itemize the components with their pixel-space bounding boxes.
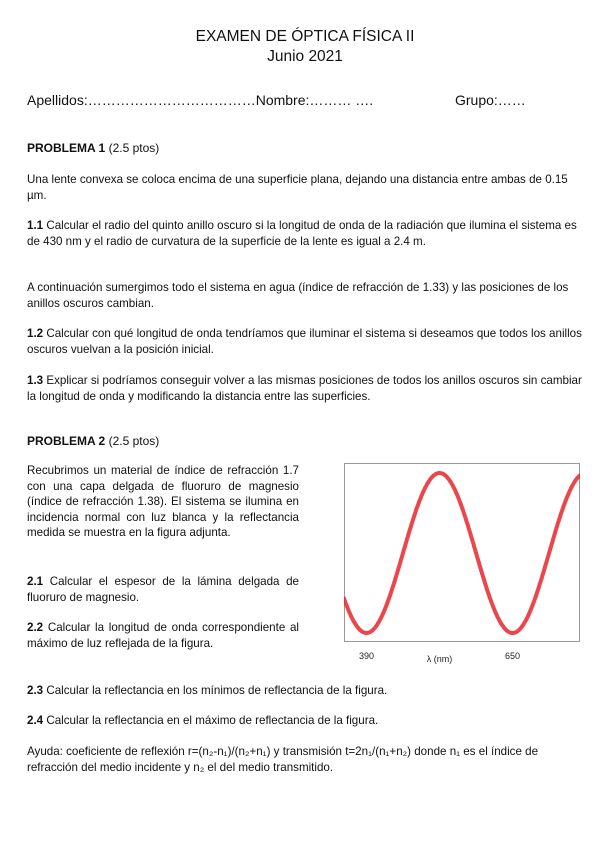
problem2-question-1 [27,574,299,605]
question-text: Explicar si podríamos conseguir volver a las mismas posiciones de todos los anillos oscuros sin cambiar la longitud de onda y modificando la distancia entre las superficies. [27,374,582,403]
question-text: Calcular el radio del quinto anillo oscuro si la longitud de onda de la radiación que ilumina el sistema es de 430 nm y el radio de curvatura de la superficie de la lente es igual a 2.4 m. [27,219,577,248]
problem1-question-2 [27,326,583,357]
problem1-heading [27,141,583,157]
x-axis-label: λ (nm) [426,654,453,664]
problem1-question-1 [27,218,583,249]
x-tick-label: 390 [358,651,374,661]
question-number: 2.4 [27,714,44,727]
student-info-row [27,92,587,108]
exam-title: EXAMEN DE ÓPTICA FÍSICA II [195,28,415,45]
problem1-middle: A continuación sumergimos todo el sistema en agua (índice de refracción de 1.33) y las posiciones de los anillos oscuros cambian. [27,281,569,310]
problem2-question-3 [27,683,583,699]
problem2-question-2 [27,620,299,651]
problem2-heading [27,434,583,450]
exam-date: Junio 2021 [267,48,343,65]
question-number: 1.2 [27,327,44,340]
question-text: Calcular la reflectancia en los mínimos de reflectancia de la figura. [46,684,388,697]
help-note: Ayuda: coeficiente de reflexión r=(n₂-n₁)/(n₂+n₁) y transmisión t=2n₁/(n₁+n₂) donde n₁ es el índice de refracción del medio incidente y n₂ el del medio transmitido. [27,745,539,774]
problem2-points: (2.5 ptos) [108,434,160,448]
apellidos-nombre-field: Apellidos:………………………………Nombre:……… …. [27,92,374,108]
problem2-intro: Recubrimos un material de índice de refracción 1.7 con una capa delgada de fluoruro de magnesio (índice de refracción 1.38). El sistema se ilumina en incidencia normal con luz blanca y la reflectancia medida se muestra en la figura adjunta. [27,464,299,539]
question-number: 1.3 [27,374,44,387]
problem2-question-4 [27,713,583,729]
problem1-points: (2.5 ptos) [108,141,160,155]
problem1-title: PROBLEMA 1 [27,141,106,155]
reflectance-chart-svg [344,463,580,668]
reflectance-chart [344,463,580,668]
question-text: Calcular la longitud de onda correspondiente al máximo de luz reflejada de la figura. [27,621,299,650]
question-text: Calcular el espesor de la lámina delgada de fluoruro de magnesio. [27,575,299,604]
question-number: 2.3 [27,684,44,697]
x-tick-label: 650 [505,651,521,661]
problem2-title: PROBLEMA 2 [27,434,106,448]
question-number: 2.1 [27,575,44,588]
problem1-question-3 [27,373,583,404]
plot-frame [345,464,580,642]
question-number: 2.2 [27,621,44,634]
question-text: Calcular con qué longitud de onda tendríamos que iluminar el sistema si deseamos que todos los anillos oscuros vuelvan a la posición inicial. [27,327,582,356]
question-number: 1.1 [27,219,44,232]
question-text: Calcular la reflectancia en el máximo de reflectancia de la figura. [46,714,379,727]
problem1-intro: Una lente convexa se coloca encima de una superficie plana, dejando una distancia entre ambas de 0.15 µm. [27,173,568,202]
grupo-field: Grupo:…… [455,92,526,108]
